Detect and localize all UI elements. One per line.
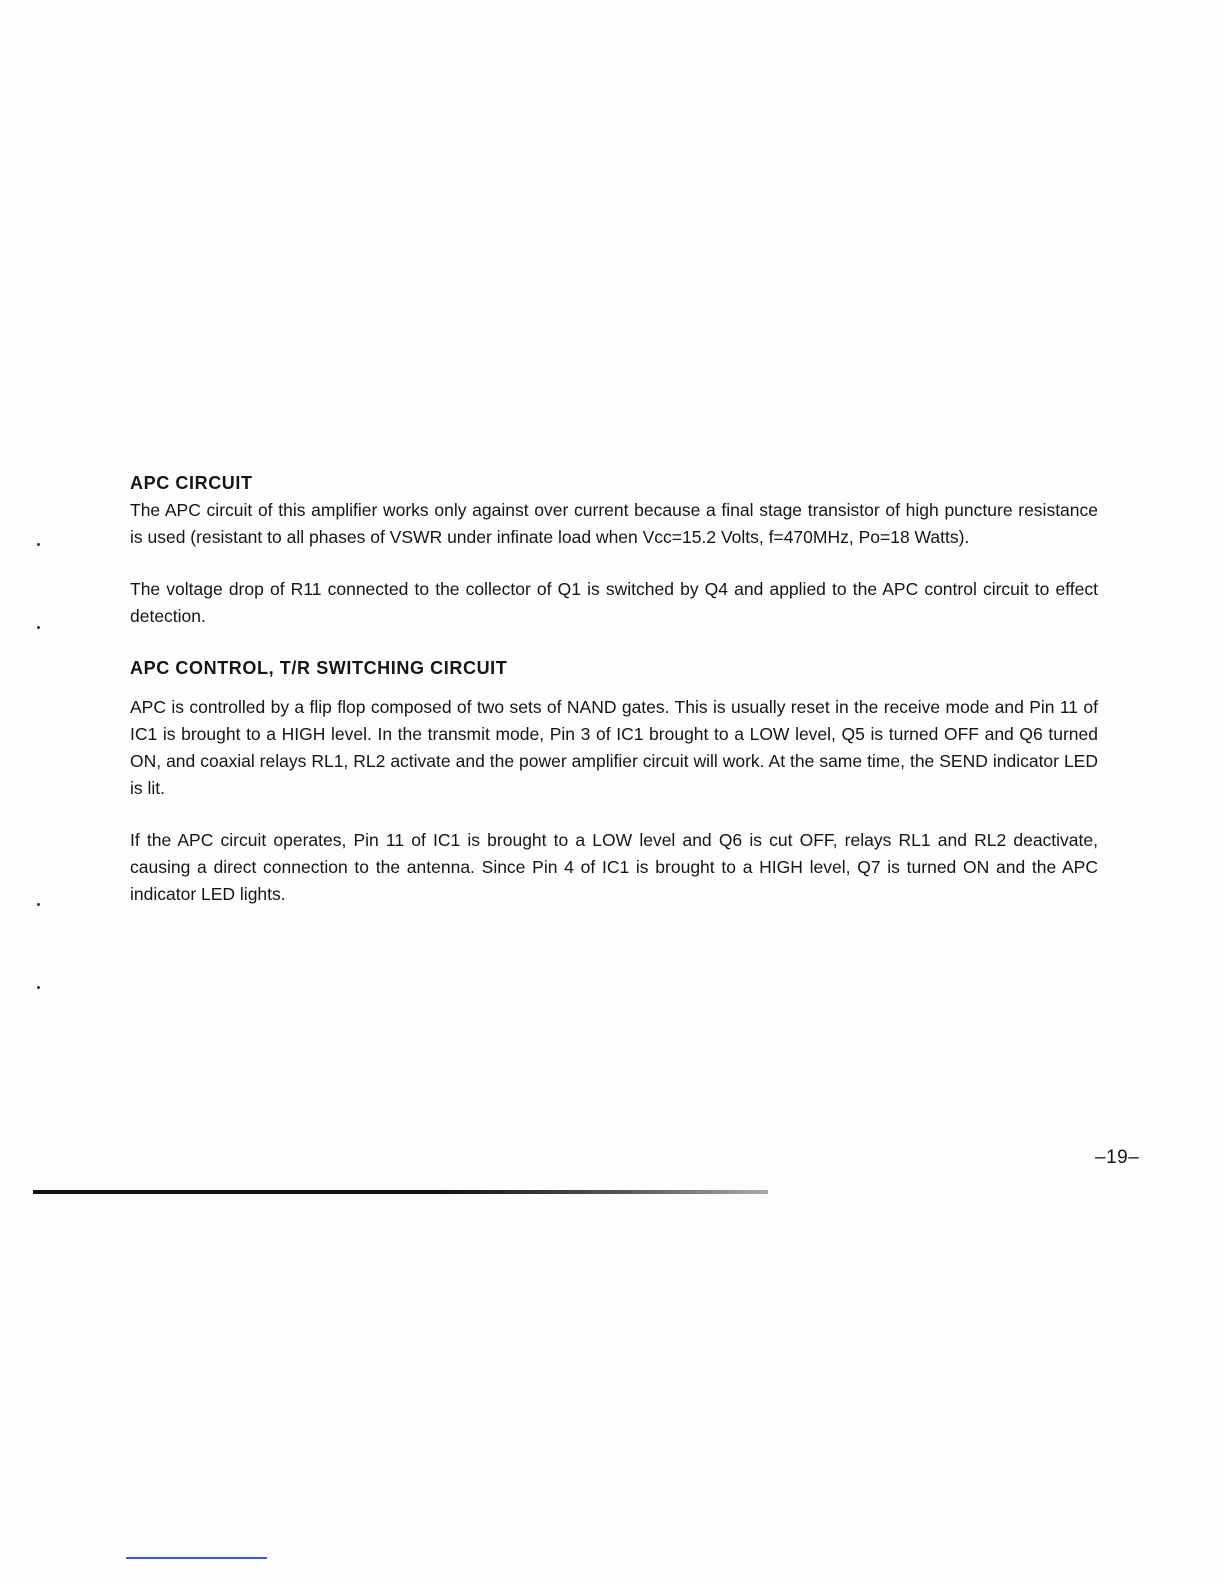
scan-speck	[37, 626, 40, 629]
heading-apc-circuit: APC CIRCUIT	[130, 473, 253, 493]
heading-apc-control: APC CONTROL, T/R SWITCHING CIRCUIT	[130, 658, 508, 678]
paragraph-voltage-drop: The voltage drop of R11 connected to the collector of Q1 is switched by Q4 and applied to the APC control circuit to effect detection.	[130, 579, 1098, 626]
scan-speck	[37, 986, 40, 989]
scan-edge-line	[126, 1557, 267, 1559]
paragraph-apc-overview: The APC circuit of this amplifier works only against over current because a final stage transistor of high puncture resistance is used (resistant to all phases of VSWR under infinate load when Vcc=15.2 Volts, f=470MHz, Po=18 Watts).	[130, 500, 1098, 547]
bottom-rule	[33, 1190, 768, 1194]
scan-speck	[37, 543, 40, 546]
scan-speck	[37, 903, 40, 906]
page-number: –19–	[1095, 1147, 1140, 1168]
paragraph-flip-flop: APC is controlled by a flip flop composed of two sets of NAND gates. This is usually reset in the receive mode and Pin 11 of IC1 is brought to a HIGH level. In the transmit mode, Pin 3 of IC1 brought to a LOW level, Q5 is turned OFF and Q6 turned ON, and coaxial relays RL1, RL2 activate and the power amplifier circuit will work. At the same time, the SEND indicator LED is lit.	[130, 697, 1098, 798]
document-body	[130, 470, 1098, 908]
paragraph-apc-operates: If the APC circuit operates, Pin 11 of IC1 is brought to a LOW level and Q6 is cut OFF, relays RL1 and RL2 deactivate, causing a direct connection to the antenna. Since Pin 4 of IC1 is brought to a HIGH level, Q7 is turned ON and the APC indicator LED lights.	[130, 830, 1098, 904]
